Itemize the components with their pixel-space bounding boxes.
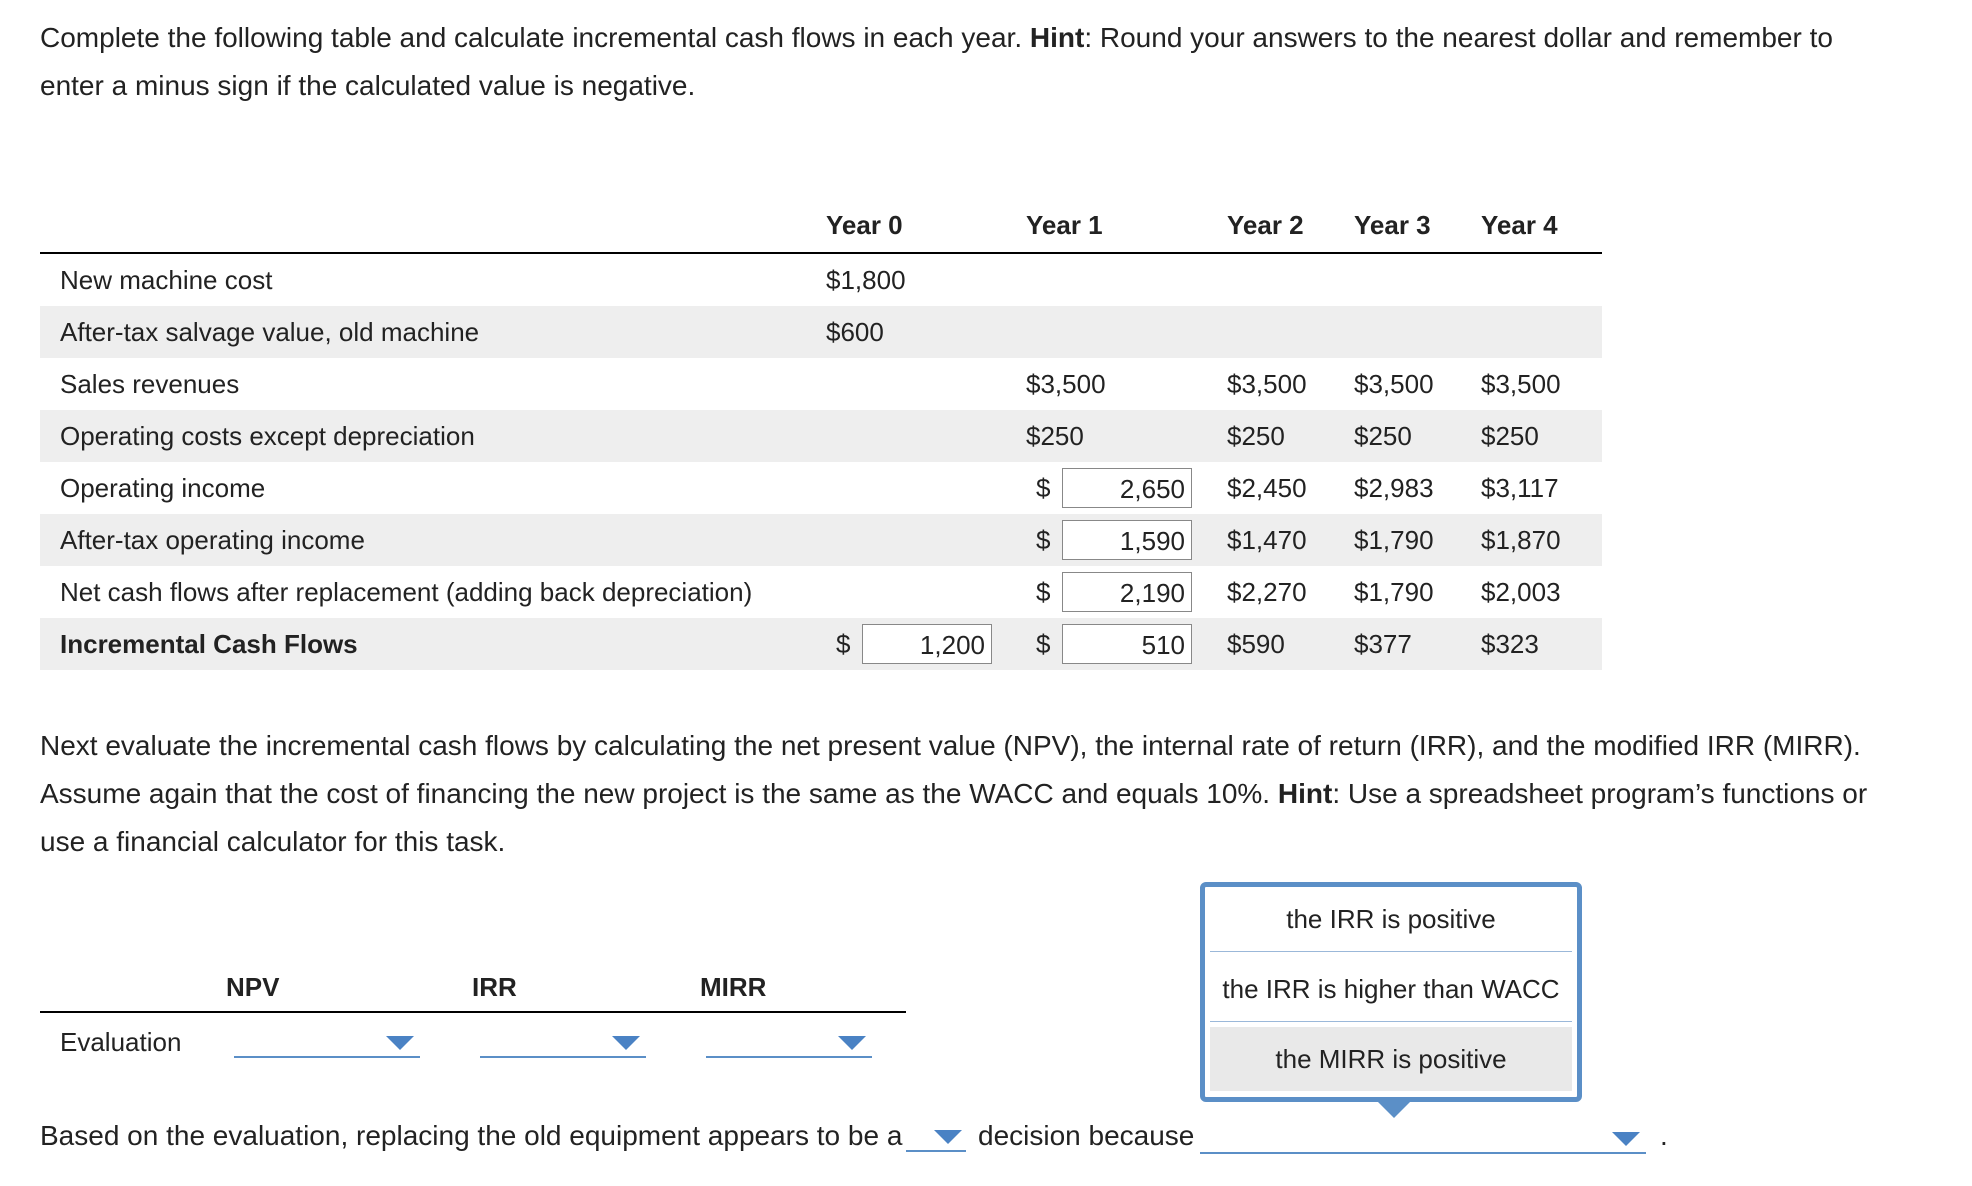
cell-year-3: $377 — [1354, 629, 1412, 659]
conclusion-end: . — [1660, 1120, 1668, 1151]
reason-dropdown[interactable] — [1200, 1112, 1646, 1154]
cell-year-4: $323 — [1481, 629, 1539, 659]
table-row — [40, 358, 1602, 410]
table-row — [40, 254, 1602, 306]
cell-year-0: $1,800 — [826, 265, 906, 295]
currency-symbol: $ — [836, 629, 851, 659]
evaluation-instructions-line-3: use a financial calculator for this task. — [40, 826, 506, 857]
cell-year-3: $3,500 — [1354, 369, 1434, 399]
cell-year-2: $2,270 — [1227, 577, 1307, 607]
row-label: New machine cost — [60, 265, 273, 295]
row-label: Net cash flows after replacement (adding back depreciation) — [60, 577, 753, 607]
option-mirr-positive[interactable]: the MIRR is positive — [1210, 1027, 1572, 1091]
currency-symbol: $ — [1036, 525, 1051, 555]
chevron-down-icon — [1612, 1132, 1640, 1146]
cell-year-0: $600 — [826, 317, 884, 347]
cell-year-4: $3,500 — [1481, 369, 1561, 399]
operating-income-year-1-input[interactable]: 2,650 — [1062, 468, 1192, 508]
table-row — [40, 618, 1602, 670]
cell-year-4: $3,117 — [1481, 473, 1559, 503]
cell-year-4: $250 — [1481, 421, 1539, 451]
header-npv: NPV — [226, 972, 280, 1002]
evaluation-instructions-line-1: Next evaluate the incremental cash flows by calculating the net present value (NPV), the internal rate of return (IRR), and the modified IRR (MIRR). — [40, 730, 1861, 761]
currency-symbol: $ — [1036, 577, 1051, 607]
cell-year-3: $1,790 — [1354, 577, 1434, 607]
chevron-down-icon — [838, 1036, 866, 1050]
cell-year-3: $250 — [1354, 421, 1412, 451]
header-mirr: MIRR — [700, 972, 767, 1002]
table-row — [40, 462, 1602, 514]
option-irr-higher-than-wacc[interactable]: the IRR is higher than WACC — [1210, 957, 1572, 1022]
cell-year-4: $1,870 — [1481, 525, 1561, 555]
cell-year-3: $2,983 — [1354, 473, 1434, 503]
row-label: Operating income — [60, 473, 266, 503]
reason-options-popup — [1200, 882, 1582, 1102]
table-row — [40, 566, 1602, 618]
chevron-down-icon — [934, 1130, 962, 1144]
npv-dropdown[interactable] — [234, 1016, 420, 1058]
incremental-cash-flow-year-1-input[interactable]: 510 — [1062, 624, 1192, 664]
cell-year-2: $3,500 — [1227, 369, 1307, 399]
row-label: Operating costs except depreciation — [60, 421, 475, 451]
mirr-dropdown[interactable] — [706, 1016, 872, 1058]
cell-year-2: $1,470 — [1227, 525, 1307, 555]
conclusion-prefix: Based on the evaluation, replacing the old equipment appears to be a — [40, 1120, 903, 1151]
header-year-0: Year 0 — [826, 210, 903, 240]
after-tax-operating-income-year-1-input[interactable]: 1,590 — [1062, 520, 1192, 560]
header-year-3: Year 3 — [1354, 210, 1431, 240]
evaluation-row-label: Evaluation — [60, 1027, 182, 1057]
cell-year-2: $2,450 — [1227, 473, 1307, 503]
row-label: Incremental Cash Flows — [60, 629, 358, 659]
currency-symbol: $ — [1036, 473, 1051, 503]
header-year-2: Year 2 — [1227, 210, 1304, 240]
header-year-4: Year 4 — [1481, 210, 1558, 240]
table-row — [40, 514, 1602, 566]
cell-year-1: $250 — [1026, 421, 1084, 451]
cell-year-3: $1,790 — [1354, 525, 1434, 555]
chevron-down-icon — [386, 1036, 414, 1050]
chevron-down-icon — [612, 1036, 640, 1050]
net-cash-flows-year-1-input[interactable]: 2,190 — [1062, 572, 1192, 612]
cell-year-2: $590 — [1227, 629, 1285, 659]
header-year-1: Year 1 — [1026, 210, 1103, 240]
incremental-cash-flow-year-0-input[interactable]: 1,200 — [862, 624, 992, 664]
row-label: Sales revenues — [60, 369, 240, 399]
cell-year-2: $250 — [1227, 421, 1285, 451]
cell-year-4: $2,003 — [1481, 577, 1561, 607]
evaluation-instructions-line-2: Assume again that the cost of financing the new project is the same as the WACC and equals 10%. Hint: Use a spreadsheet program’s functions or — [40, 778, 1868, 809]
currency-symbol: $ — [1036, 629, 1051, 659]
instructions-line-2: enter a minus sign if the calculated value is negative. — [40, 70, 696, 101]
table-row — [40, 410, 1602, 462]
decision-dropdown[interactable] — [906, 1110, 966, 1152]
irr-dropdown[interactable] — [480, 1016, 646, 1058]
header-irr: IRR — [472, 972, 517, 1002]
table-row — [40, 306, 1602, 358]
cell-year-1: $3,500 — [1026, 369, 1106, 399]
row-label: After-tax operating income — [60, 525, 365, 555]
option-irr-positive[interactable]: the IRR is positive — [1210, 887, 1572, 952]
instructions-line-1: Complete the following table and calculate incremental cash flows in each year. Hint: Round your answers to the nearest dollar and remember to — [40, 22, 1833, 53]
conclusion-middle: decision because — [978, 1120, 1195, 1151]
evaluation-header-rule — [40, 1011, 906, 1013]
row-label: After-tax salvage value, old machine — [60, 317, 480, 347]
